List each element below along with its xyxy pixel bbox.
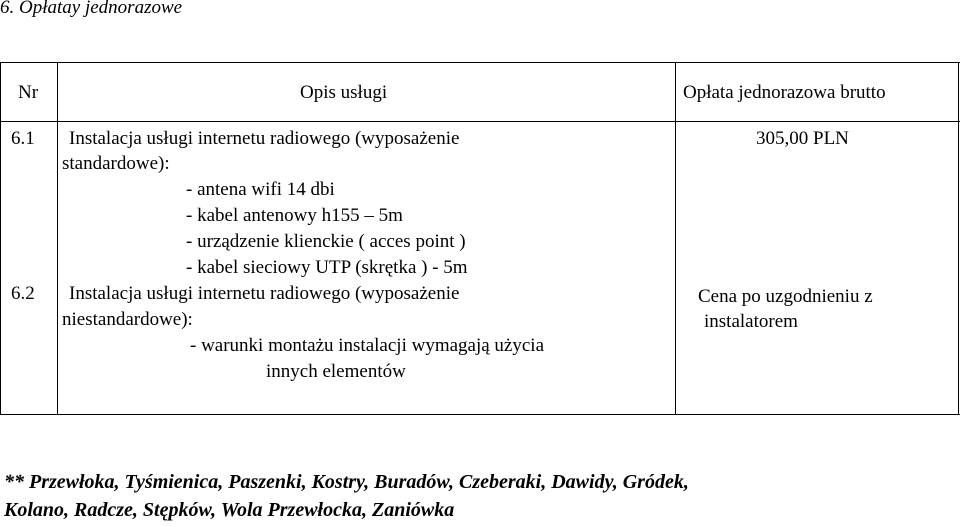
locations-note: [4, 468, 944, 524]
row-fee: Cena po uzgodnieniu z: [698, 286, 873, 307]
column-divider-fee: [675, 62, 676, 415]
header-bottom-border: [0, 121, 960, 122]
row-item: - kabel antenowy h155 – 5m: [186, 205, 403, 226]
row-fee: instalatorem: [704, 311, 798, 332]
row-item: innych elementów: [266, 361, 406, 382]
row-item: - warunki montażu instalacji wymagają użycia: [190, 335, 545, 356]
table-bottom-border: [0, 414, 960, 415]
row-item: - urządzenie klienckie ( acces point ): [186, 231, 466, 252]
locations-note-line: ** Przewłoka, Tyśmienica, Paszenki, Kostry, Buradów, Czeberaki, Dawidy, Gródek,: [4, 471, 689, 493]
table-right-border: [958, 62, 959, 415]
table-top-border: [0, 62, 960, 63]
locations-note-line: Kolano, Radcze, Stępków, Wola Przewłocka, Zaniówka: [4, 499, 455, 521]
header-nr: Nr: [18, 82, 39, 103]
header-fee: Opłata jednorazowa brutto: [683, 82, 886, 103]
row-number: 6.1: [11, 128, 35, 149]
row-item: - kabel sieciowy UTP (skrętka ) - 5m: [186, 257, 468, 278]
row-description: Instalacja usługi internetu radiowego (wyposażenie: [69, 283, 460, 304]
row-description: Instalacja usługi internetu radiowego (wyposażenie: [69, 128, 460, 149]
header-description: Opis usługi: [300, 82, 388, 103]
row-number: 6.2: [11, 283, 35, 304]
row-description: niestandardowe):: [62, 309, 193, 330]
column-divider-nr: [57, 62, 58, 415]
row-fee: 305,00 PLN: [756, 128, 849, 149]
row-item: - antena wifi 14 dbi: [186, 179, 335, 200]
section-title: 6. Opłatay jednorazowe: [0, 0, 183, 18]
table-left-border: [0, 62, 1, 415]
row-description: standardowe):: [62, 153, 170, 174]
